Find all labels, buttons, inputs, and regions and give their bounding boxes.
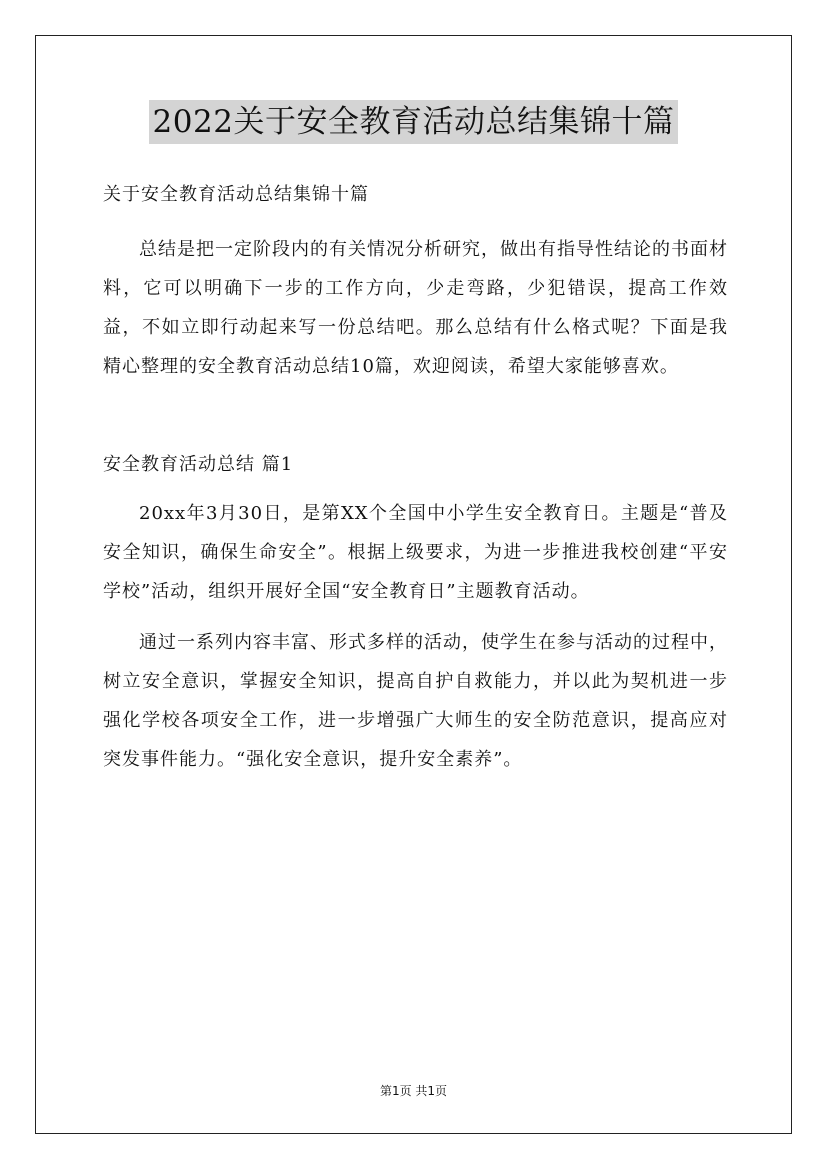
body-paragraph-1: 20xx年3月30日，是第XX个全国中小学生安全教育日。主题是“普及安全知识，确保生命安全”。根据上级要求，为进一步推进我校创建“平安学校”活动，组织开展好全国“安全教育日”主题教育活动。 xyxy=(103,503,728,602)
document-body xyxy=(103,175,728,779)
document-title-text: 2022关于安全教育活动总结集锦十篇 xyxy=(149,100,679,144)
intro-paragraph: 总结是把一定阶段内的有关情况分析研究，做出有指导性结论的书面材料，它可以明确下一步的工作方向，少走弯路，少犯错误，提高工作效益，不如立即行动起来写一份总结吧。那么总结有什么格式呢？下面是我精心整理的安全教育活动总结10篇，欢迎阅读，希望大家能够喜欢。 xyxy=(103,239,728,377)
document-subtitle: 关于安全教育活动总结集锦十篇 xyxy=(103,184,369,205)
page-number-footer: 第1页 共1页 xyxy=(379,1084,448,1098)
section-heading: 安全教育活动总结 篇1 xyxy=(103,454,294,475)
document-title xyxy=(0,100,827,144)
body-paragraph-2: 通过一系列内容丰富、形式多样的活动，使学生在参与活动的过程中，树立安全意识，掌握安全知识，提高自护自救能力，并以此为契机进一步强化学校各项安全工作，进一步增强广大师生的安全防范意识，提高应对突发事件能力。“强化安全意识，提升安全素养”。 xyxy=(103,632,728,770)
